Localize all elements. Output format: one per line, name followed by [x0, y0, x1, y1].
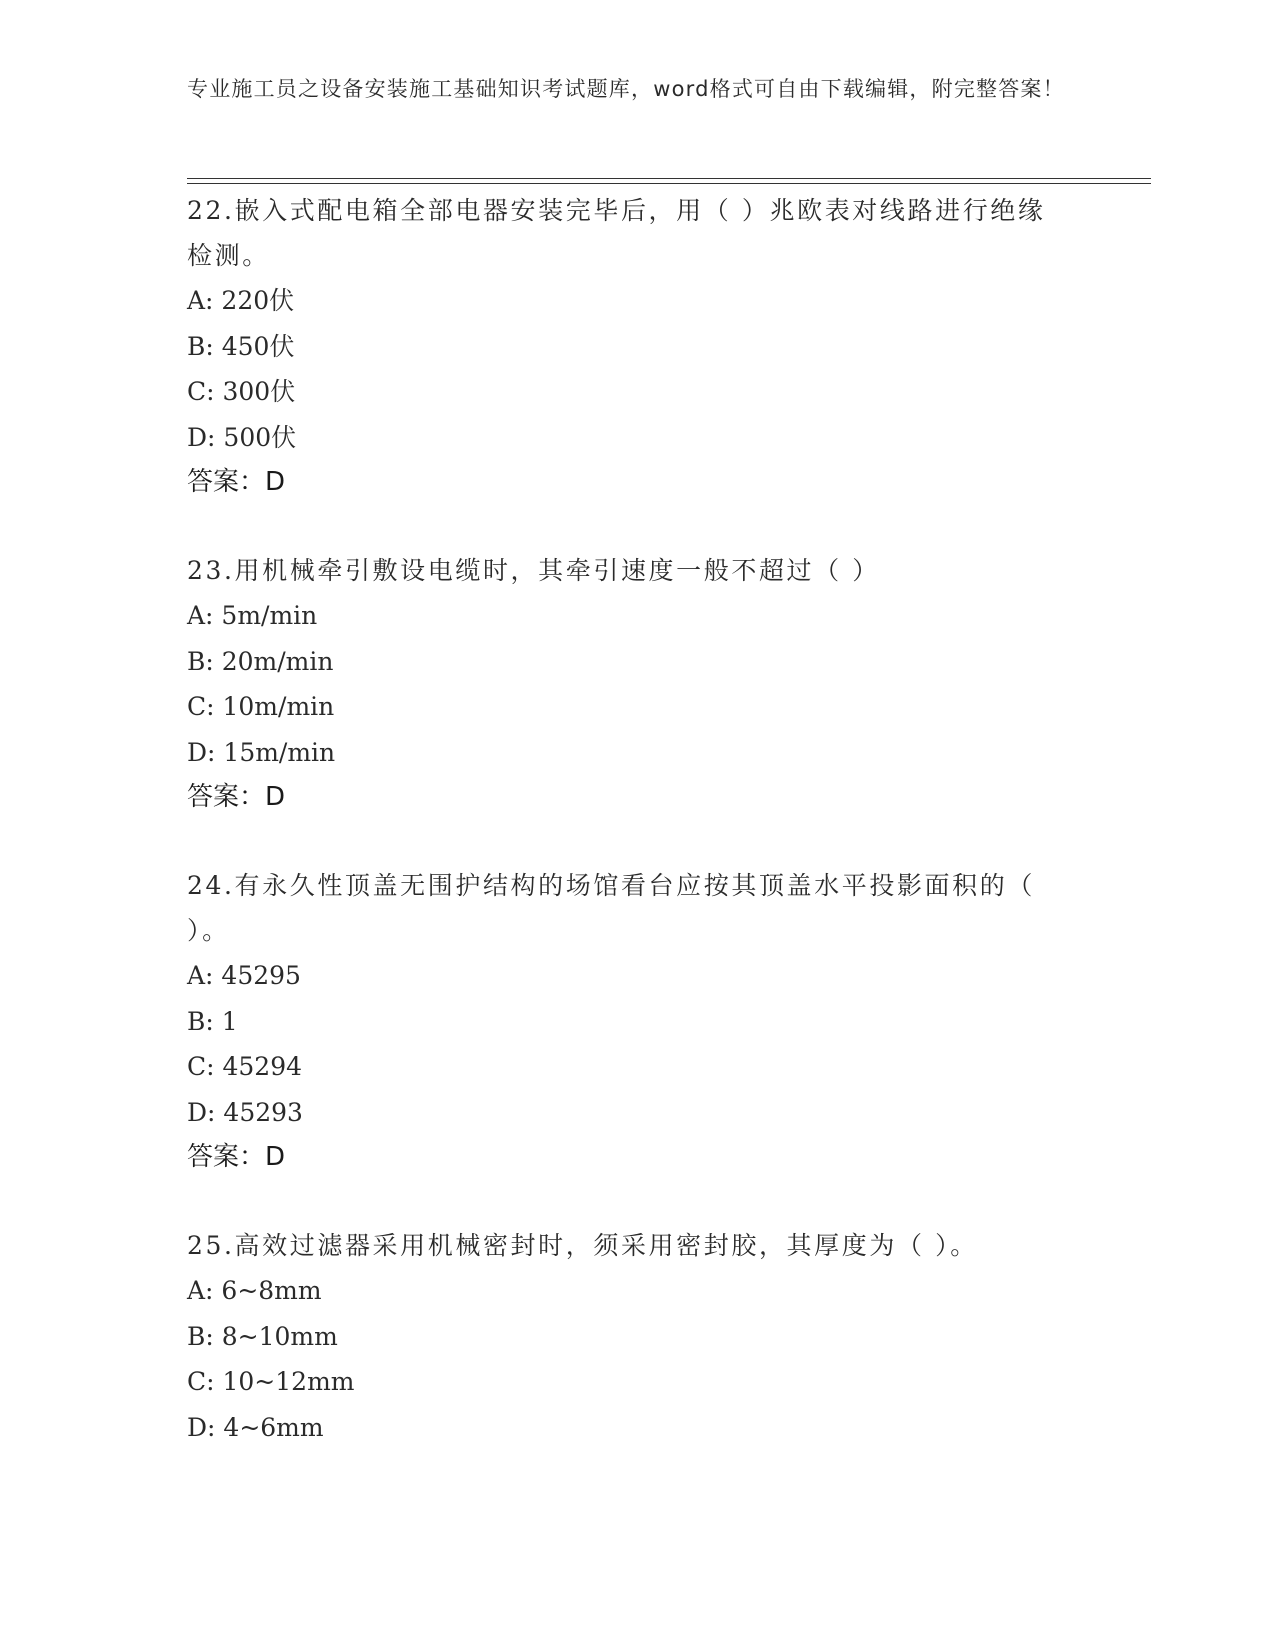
answer-line: 答案：D [187, 467, 286, 497]
question-stem: 25.高效过滤器采用机械密封时，须采用密封胶，其厚度为（ ）。 [187, 1231, 978, 1260]
document-header: 专业施工员之设备安装施工基础知识考试题库，word格式可自由下载编辑，附完整答案！ [187, 77, 1065, 101]
option-a: A: 220伏 [187, 286, 295, 315]
option-c: C: 45294 [187, 1052, 303, 1081]
option-d: D: 500伏 [187, 422, 297, 452]
question-24 [187, 863, 1067, 1180]
answer-line: 答案：D [187, 782, 286, 812]
question-23 [187, 548, 1067, 820]
question-stem: 23.用机械牵引敷设电缆时，其牵引速度一般不超过（ ） [187, 556, 880, 585]
option-b: B: 20m/min [187, 646, 334, 676]
answer-line: 答案：D [187, 1142, 286, 1172]
option-d: D: 45293 [187, 1097, 303, 1127]
option-a: A: 6~8mm [187, 1276, 322, 1305]
option-b: B: 1 [187, 1006, 238, 1036]
question-22 [187, 188, 1067, 505]
question-25 [187, 1223, 1067, 1450]
option-b: B: 450伏 [187, 331, 295, 361]
option-c: C: 10m/min [187, 692, 335, 721]
option-a: A: 45295 [187, 961, 301, 990]
option-a: A: 5m/min [187, 601, 318, 630]
option-d: D: 4~6mm [187, 1412, 324, 1442]
question-list [187, 188, 1067, 1493]
header-divider-top [187, 178, 1151, 179]
option-b: B: 8~10mm [187, 1321, 338, 1351]
option-d: D: 15m/min [187, 737, 336, 767]
question-stem: 24.有永久性顶盖无围护结构的场馆看台应按其顶盖水平投影面积的（ ）。 [187, 871, 1035, 945]
question-stem: 22.嵌入式配电箱全部电器安装完毕后，用（ ）兆欧表对线路进行绝缘检测。 [187, 196, 1046, 270]
option-c: C: 300伏 [187, 377, 296, 406]
header-divider-bottom [187, 183, 1151, 184]
option-c: C: 10~12mm [187, 1367, 355, 1396]
